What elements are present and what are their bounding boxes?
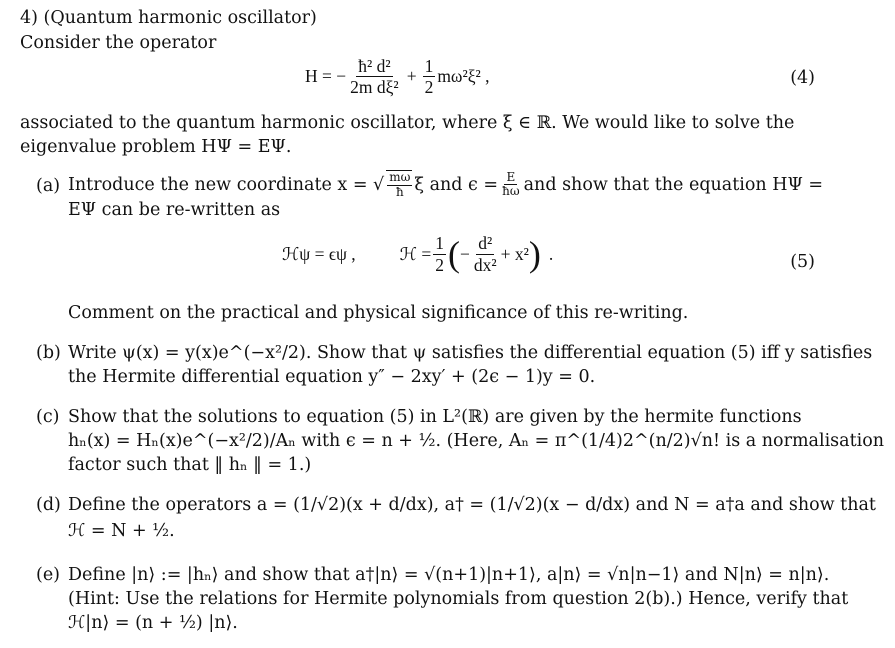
part-b-line-1: Write ψ(x) = y(x)e^(−x²/2). Show that ψ satisfies the differential equation (5) iff y satisfies [68, 343, 873, 363]
part-b-label: (b) [36, 343, 61, 363]
eq5-close-paren: ) [528, 234, 541, 274]
part-a-text-2: ξ and ϵ = [414, 174, 499, 195]
part-a-eps-frac [500, 171, 522, 200]
eq4-plus: + [406, 66, 417, 87]
part-a-comment: Comment on the practical and physical significance of this re-writing. [68, 303, 689, 323]
part-e-line-1: Define |n⟩ := |hₙ⟩ and show that a†|n⟩ = √(n+1)|n+1⟩, a|n⟩ = √n|n−1⟩ and N|n⟩ = n|n⟩. [68, 565, 830, 585]
part-a-line-2: EΨ can be re-written as [68, 200, 281, 220]
part-a-sqrt-num: mω [389, 170, 411, 184]
part-e-label: (e) [36, 565, 61, 585]
part-e-line-3: ℋ|n⟩ = (n + ½) |n⟩. [68, 613, 238, 633]
eq5-number: (5) [790, 252, 815, 272]
problem-heading: 4) (Quantum harmonic oscillator) [20, 8, 317, 28]
eq4-frac2-num: 1 [424, 56, 434, 76]
part-e-line-2: (Hint: Use the relations for Hermite polynomials from question 2(b).) Hence, verify that [68, 589, 849, 609]
part-c-line-1: Show that the solutions to equation (5) in L²(ℝ) are given by the hermite functions [68, 407, 802, 427]
eq5-h: ℋ = [399, 243, 432, 264]
eq4-tail: mω²ξ² , [437, 66, 490, 87]
part-d-line-2: ℋ = N + ½. [68, 521, 175, 541]
eq4-number: (4) [790, 68, 815, 88]
assoc-line-1: associated to the quantum harmonic oscillator, where ξ ∈ ℝ. We would like to solve the [20, 113, 795, 133]
eq4-lhs: H = − [305, 66, 347, 87]
equation-4 [305, 56, 490, 97]
eq5-inner-den: dx² [473, 254, 497, 275]
part-c-line-3: factor such that ‖ hₙ ‖ = 1.) [68, 455, 312, 475]
eq5-inner-post: + x² [500, 243, 529, 264]
part-a-eps-den: ħω [502, 184, 520, 199]
eq4-frac2-den: 2 [424, 77, 434, 98]
eq5-dot: . [548, 243, 554, 264]
part-a-text-1: Introduce the new coordinate x = √ [68, 174, 385, 195]
part-a-text-3: and show that the equation HΨ = [523, 174, 824, 195]
eq5-half-num: 1 [435, 233, 444, 254]
part-d-line-1: Define the operators a = (1/√2)(x + d/dx), a† = (1/√2)(x − d/dx) and N = a†a and show that [68, 495, 876, 515]
part-c-label: (c) [36, 407, 60, 427]
part-a-line-1 [68, 170, 823, 200]
part-a-sqrt-den: ħ [395, 184, 404, 199]
part-a-label: (a) [36, 176, 61, 196]
eq4-frac1-den: 2m dξ² [350, 77, 399, 98]
part-d-label: (d) [36, 495, 61, 515]
eq4-frac1-num: ħ² d² [358, 56, 391, 76]
eq4-fraction-2 [423, 56, 436, 97]
equation-5 [282, 233, 553, 275]
eq5-inner-num: d² [478, 233, 493, 254]
eq5-left: ℋψ = ϵψ , [282, 243, 356, 264]
eq5-inner-frac [472, 233, 499, 274]
part-b-line-2: the Hermite differential equation y″ − 2xy′ + (2ϵ − 1)y = 0. [68, 367, 596, 387]
eq5-open-paren: ( [447, 234, 460, 274]
eq5-half [433, 233, 446, 274]
eq4-fraction-1 [348, 56, 401, 97]
eq5-half-den: 2 [435, 254, 444, 275]
eq5-inner-pre: − [459, 243, 470, 264]
part-a-eps-num: E [506, 169, 516, 184]
assoc-line-2: eigenvalue problem HΨ = EΨ. [20, 137, 292, 157]
part-a-sqrt-frac [386, 170, 412, 200]
part-c-line-2: hₙ(x) = Hₙ(x)e^(−x²/2)/Aₙ with ϵ = n + ½. (Here, Aₙ = π^(1/4)2^(n/2)√n! is a normalisation [68, 431, 885, 451]
intro-text: Consider the operator [20, 33, 217, 53]
